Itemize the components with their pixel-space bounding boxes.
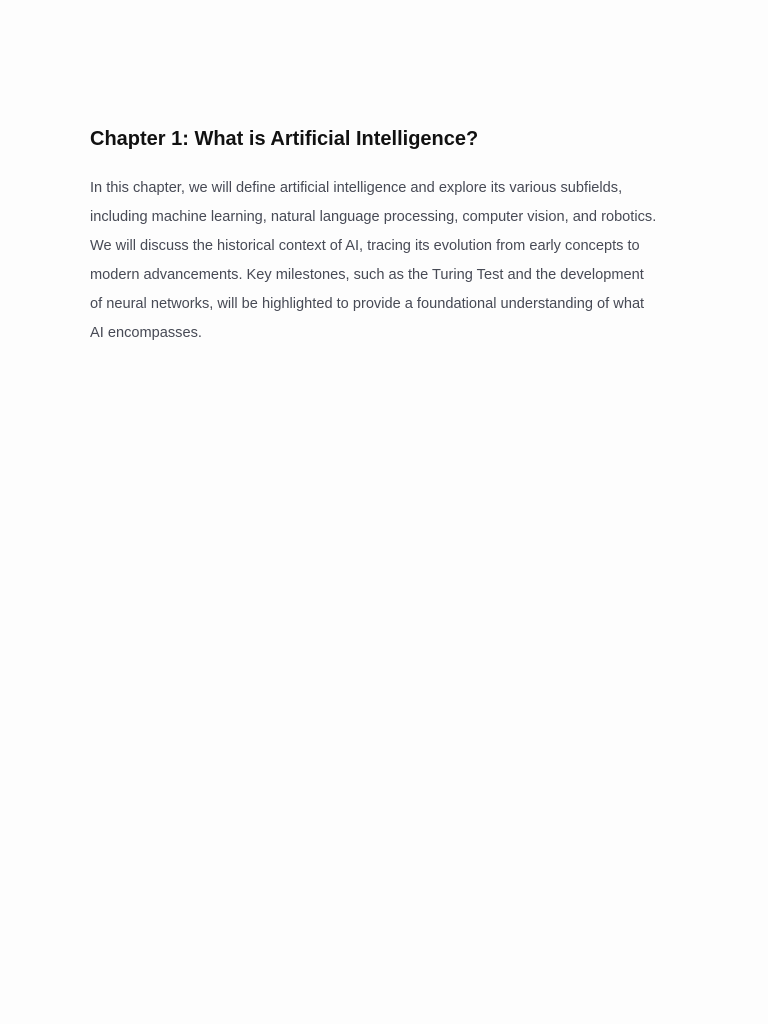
chapter-body-paragraph: In this chapter, we will define artificial intelligence and explore its various subfields, including machine learning, natural language processing, computer vision, and robotics. We will discuss the historical context of AI, tracing its evolution from early concepts to modern advancements. Key milestones, such as the Turing Test and the development of neural networks, will be highlighted to provide a foundational understanding of what AI encompasses. (90, 180, 657, 341)
document-page (90, 124, 682, 348)
chapter-title: Chapter 1: What is Artificial Intelligence? (90, 128, 479, 150)
